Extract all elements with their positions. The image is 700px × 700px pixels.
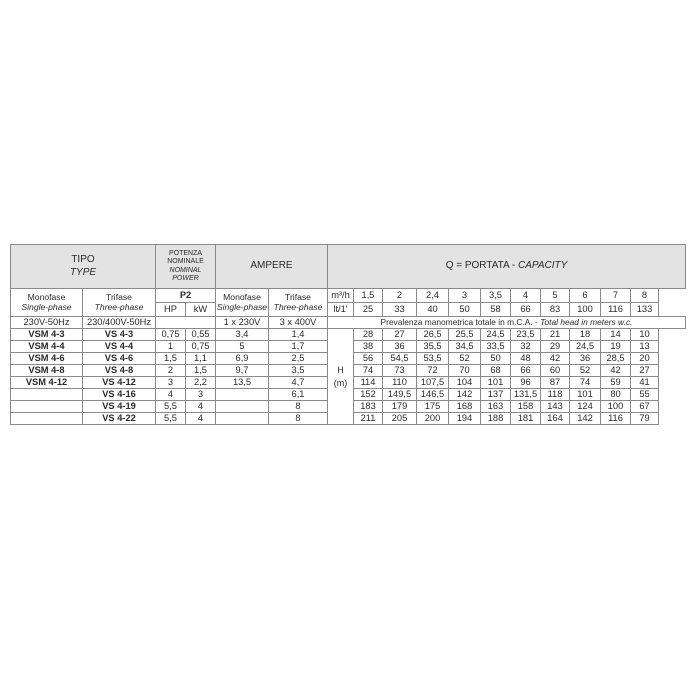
- amp-tri-header: [269, 289, 328, 317]
- head-value: 80: [601, 389, 631, 401]
- head-value: 48: [511, 353, 541, 365]
- power-hp: 2: [156, 365, 186, 377]
- flow-m3h-cell: 8: [631, 289, 659, 303]
- amp-mono: [216, 389, 269, 401]
- flow-m3h-cell: 7: [601, 289, 631, 303]
- head-value: 21: [541, 329, 570, 341]
- amp-tri: 1,7: [269, 341, 328, 353]
- flow-lmin-cell: 58: [481, 303, 511, 317]
- head-value: 175: [417, 401, 449, 413]
- table-row: [11, 329, 686, 341]
- amp-monofase-label: Monofase: [223, 291, 261, 302]
- unit-m3h: m³/h: [328, 289, 354, 303]
- capacity-label: CAPACITY: [518, 260, 568, 272]
- amp-mono: 6,9: [216, 353, 269, 365]
- head-value: 13: [631, 341, 659, 353]
- head-value: 116: [601, 413, 631, 425]
- model-tri: VS 4-3: [83, 329, 156, 341]
- flow-lmin-cell: 83: [541, 303, 570, 317]
- type-label-en: TYPE: [69, 266, 97, 278]
- amp-single-phase-label: Single-phase: [216, 301, 268, 312]
- voltage-tri: 230/400V-50Hz: [83, 317, 156, 329]
- model-mono: [11, 413, 83, 425]
- head-value: 41: [631, 377, 659, 389]
- amp-three-phase-label: Three-phase: [273, 301, 323, 312]
- model-mono: VSM 4-4: [11, 341, 83, 353]
- unit-lmin: lt/1': [328, 303, 354, 317]
- amp-mono-header: [216, 289, 269, 317]
- head-value: 158: [511, 401, 541, 413]
- monofase-label: Monofase: [27, 291, 66, 302]
- type-label-it: TIPO: [71, 254, 95, 265]
- head-caption-en: Total head in meters w.c.: [540, 317, 633, 328]
- power-kw: 1,5: [186, 365, 216, 377]
- head-value: 27: [383, 329, 417, 341]
- power-kw: 2,2: [186, 377, 216, 389]
- head-value: 20: [631, 353, 659, 365]
- model-tri: VS 4-6: [83, 353, 156, 365]
- trifase-label: Trifase: [106, 291, 132, 302]
- amp-trifase-label: Trifase: [285, 291, 311, 302]
- head-value: 205: [383, 413, 417, 425]
- flow-m3h-cell: 1,5: [354, 289, 383, 303]
- head-value: 124: [570, 401, 601, 413]
- amp-tri-voltage: 3 x 400V: [269, 317, 328, 329]
- ampere-header: [216, 245, 328, 289]
- head-value: 34,5: [449, 341, 481, 353]
- nominal-label-en: NOMINAL: [169, 266, 202, 274]
- head-value: 211: [354, 413, 383, 425]
- head-value: 50: [481, 353, 511, 365]
- tri-header: [83, 289, 156, 317]
- model-tri: VS 4-12: [83, 377, 156, 389]
- model-mono: [11, 401, 83, 413]
- head-value: 194: [449, 413, 481, 425]
- head-value: 42: [601, 365, 631, 377]
- flow-lmin-cell: 100: [570, 303, 601, 317]
- amp-mono: 9,7: [216, 365, 269, 377]
- flow-lmin-cell: 25: [354, 303, 383, 317]
- head-value: 14: [601, 329, 631, 341]
- model-tri: VS 4-4: [83, 341, 156, 353]
- model-mono: VSM 4-3: [11, 329, 83, 341]
- three-phase-label: Three-phase: [94, 301, 144, 312]
- amp-tri: 4,7: [269, 377, 328, 389]
- model-mono: VSM 4-12: [11, 377, 83, 389]
- capacity-header: [328, 245, 686, 289]
- head-value: 87: [541, 377, 570, 389]
- head-value: 168: [449, 401, 481, 413]
- head-value: 107,5: [417, 377, 449, 389]
- head-value: 163: [481, 401, 511, 413]
- table-body: [11, 245, 686, 425]
- model-tri: VS 4-19: [83, 401, 156, 413]
- head-value: 200: [417, 413, 449, 425]
- single-phase-label: Single-phase: [21, 301, 72, 312]
- head-value: 188: [481, 413, 511, 425]
- head-value: 114: [354, 377, 383, 389]
- head-h-label: H: [337, 365, 344, 376]
- flow-lmin-cell: 40: [417, 303, 449, 317]
- head-value: 67: [631, 401, 659, 413]
- head-value: 36: [383, 341, 417, 353]
- model-tri: VS 4-22: [83, 413, 156, 425]
- power-hp: 5,5: [156, 401, 186, 413]
- head-value: 181: [511, 413, 541, 425]
- amp-tri: 1,4: [269, 329, 328, 341]
- flow-m3h-cell: 4: [511, 289, 541, 303]
- head-value: 24,5: [570, 341, 601, 353]
- head-value: 35,5: [417, 341, 449, 353]
- ampere-label: AMPERE: [250, 260, 293, 272]
- power-kw: 1,1: [186, 353, 216, 365]
- head-value: 73: [383, 365, 417, 377]
- head-value: 28,5: [601, 353, 631, 365]
- head-value: 79: [631, 413, 659, 425]
- flow-m3h-cell: 2,4: [417, 289, 449, 303]
- head-value: 70: [449, 365, 481, 377]
- flow-lmin-cell: 133: [631, 303, 659, 317]
- head-value: 104: [449, 377, 481, 389]
- power-hp: 0,75: [156, 329, 186, 341]
- power-label-it: POTENZA: [168, 250, 203, 258]
- power-kw: 4: [186, 413, 216, 425]
- power-kw: 4: [186, 401, 216, 413]
- amp-mono: 5: [216, 341, 269, 353]
- amp-mono: 3,4: [216, 329, 269, 341]
- power-hp: 5,5: [156, 413, 186, 425]
- model-tri: VS 4-16: [83, 389, 156, 401]
- head-value: 19: [601, 341, 631, 353]
- pump-performance-table: [10, 244, 686, 425]
- head-value: 42: [541, 353, 570, 365]
- head-value: 60: [541, 365, 570, 377]
- flow-lmin-cell: 116: [601, 303, 631, 317]
- head-value: 72: [417, 365, 449, 377]
- voltage-blank: [156, 317, 216, 329]
- power-label-en: POWER: [172, 274, 199, 282]
- head-value: 10: [631, 329, 659, 341]
- head-value: 28: [354, 329, 383, 341]
- head-value: 96: [511, 377, 541, 389]
- head-value: 142: [449, 389, 481, 401]
- head-value: 25,5: [449, 329, 481, 341]
- power-hp: 4: [156, 389, 186, 401]
- flow-lmin-cell: 66: [511, 303, 541, 317]
- power-kw: 0,55: [186, 329, 216, 341]
- flow-lmin-cell: 50: [449, 303, 481, 317]
- hp-header: HP: [156, 303, 186, 317]
- amp-mono-voltage: 1 x 230V: [216, 317, 269, 329]
- head-value: 66: [511, 365, 541, 377]
- head-value: 149,5: [383, 389, 417, 401]
- amp-tri: 3,5: [269, 365, 328, 377]
- model-tri: VS 4-8: [83, 365, 156, 377]
- head-value: 68: [481, 365, 511, 377]
- head-caption: [328, 317, 686, 329]
- head-value: 74: [354, 365, 383, 377]
- head-value: 100: [601, 401, 631, 413]
- model-mono: [11, 389, 83, 401]
- head-value: 146,5: [417, 389, 449, 401]
- head-value: 143: [541, 401, 570, 413]
- head-value: 131,5: [511, 389, 541, 401]
- amp-tri: 2,5: [269, 353, 328, 365]
- head-value: 56: [354, 353, 383, 365]
- amp-mono: 13,5: [216, 377, 269, 389]
- model-mono: VSM 4-8: [11, 365, 83, 377]
- amp-mono: [216, 401, 269, 413]
- head-value: 36: [570, 353, 601, 365]
- head-value: 29: [541, 341, 570, 353]
- head-value: 53,5: [417, 353, 449, 365]
- flow-m3h-cell: 3: [449, 289, 481, 303]
- head-value: 55: [631, 389, 659, 401]
- head-value: 110: [383, 377, 417, 389]
- head-value: 101: [481, 377, 511, 389]
- head-value: 142: [570, 413, 601, 425]
- head-value: 54,5: [383, 353, 417, 365]
- head-value: 33,5: [481, 341, 511, 353]
- head-value: 101: [570, 389, 601, 401]
- head-axis-label: [328, 329, 354, 425]
- head-value: 27: [631, 365, 659, 377]
- head-value: 164: [541, 413, 570, 425]
- head-value: 74: [570, 377, 601, 389]
- head-value: 26,5: [417, 329, 449, 341]
- type-header: [11, 245, 156, 289]
- head-caption-it: Prevalenza manometrica totale in m.C.A. -: [380, 317, 541, 328]
- amp-tri: 6,1: [269, 389, 328, 401]
- head-value: 183: [354, 401, 383, 413]
- head-value: 152: [354, 389, 383, 401]
- flow-m3h-cell: 5: [541, 289, 570, 303]
- power-kw: 0,75: [186, 341, 216, 353]
- head-unit-label: (m): [333, 377, 348, 388]
- nominal-label-it: NOMINALE: [167, 258, 204, 266]
- kw-header: kW: [186, 303, 216, 317]
- head-value: 137: [481, 389, 511, 401]
- model-mono: VSM 4-6: [11, 353, 83, 365]
- portata-label: Q = PORTATA -: [445, 260, 519, 272]
- head-value: 52: [570, 365, 601, 377]
- power-hp: 1,5: [156, 353, 186, 365]
- power-kw: 3: [186, 389, 216, 401]
- head-value: 59: [601, 377, 631, 389]
- power-header: [156, 245, 216, 289]
- flow-lmin-cell: 33: [383, 303, 417, 317]
- head-value: 24,5: [481, 329, 511, 341]
- head-value: 18: [570, 329, 601, 341]
- head-value: 179: [383, 401, 417, 413]
- power-hp: 3: [156, 377, 186, 389]
- flow-m3h-cell: 2: [383, 289, 417, 303]
- pump-spec-sheet: [10, 244, 686, 425]
- head-value: 23,5: [511, 329, 541, 341]
- amp-tri: 8: [269, 413, 328, 425]
- amp-mono: [216, 413, 269, 425]
- head-value: 38: [354, 341, 383, 353]
- head-value: 32: [511, 341, 541, 353]
- flow-m3h-cell: 6: [570, 289, 601, 303]
- power-hp: 1: [156, 341, 186, 353]
- head-value: 52: [449, 353, 481, 365]
- mono-header: [11, 289, 83, 317]
- p2-header: P2: [156, 289, 216, 303]
- head-value: 118: [541, 389, 570, 401]
- amp-tri: 8: [269, 401, 328, 413]
- voltage-mono: 230V-50Hz: [11, 317, 83, 329]
- flow-m3h-cell: 3,5: [481, 289, 511, 303]
